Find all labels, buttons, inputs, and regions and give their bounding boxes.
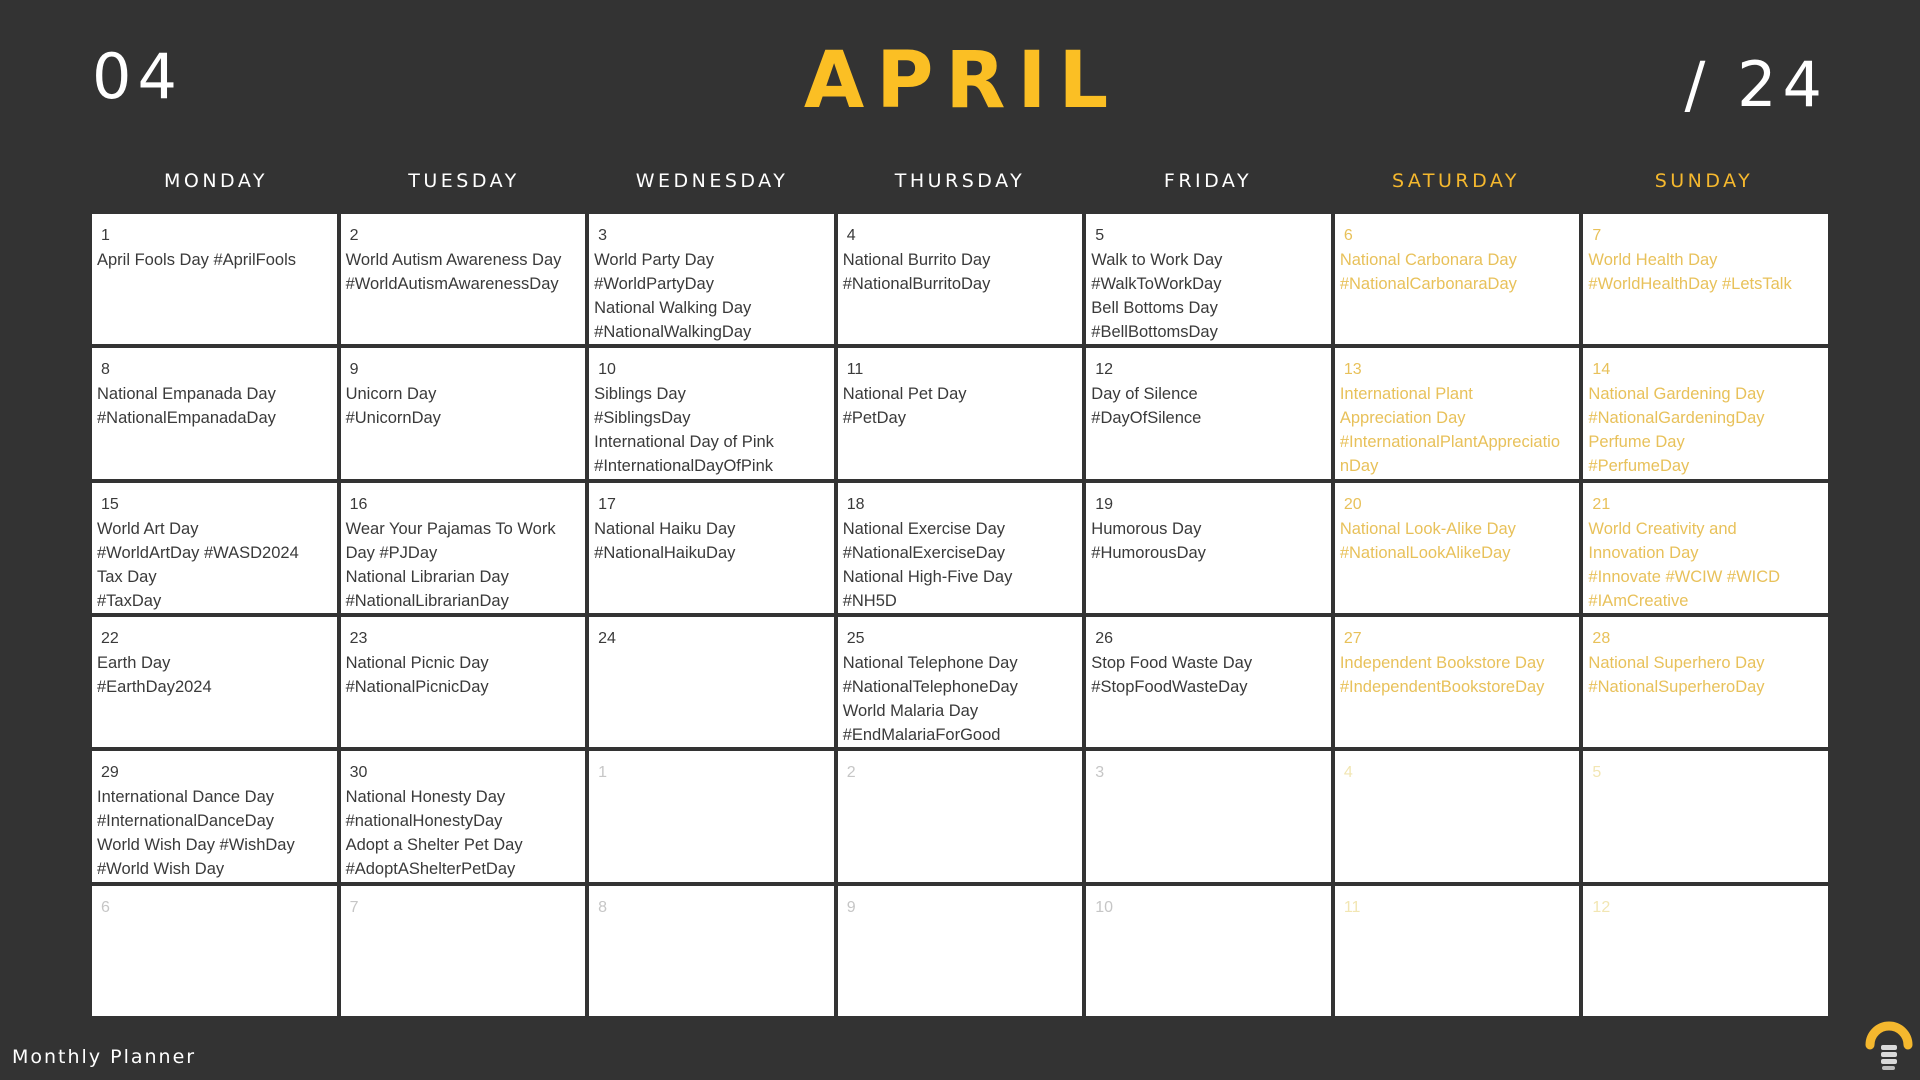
event-text: National Picnic Day xyxy=(345,653,489,672)
calendar-cell-day-6[interactable] xyxy=(1335,214,1580,344)
event-text: National Librarian Day xyxy=(345,567,509,586)
weekday-sunday: SUNDAY xyxy=(1654,170,1754,192)
calendar-cell-day-21[interactable] xyxy=(1583,483,1828,613)
day-number: 18 xyxy=(846,495,865,513)
event-hashtag: #EndMalariaForGood xyxy=(842,725,1001,744)
event-hashtag: #IndependentBookstoreDay xyxy=(1339,677,1545,696)
event-text: National Look-Alike Day xyxy=(1339,519,1516,538)
event-hashtag: #PetDay xyxy=(842,409,906,428)
calendar-cell-day-10[interactable] xyxy=(589,348,834,478)
day-number: 29 xyxy=(101,764,119,782)
calendar-cell-day-7[interactable] xyxy=(1583,214,1828,344)
event-hashtag: #nationalHonestyDay xyxy=(345,812,503,831)
event-hashtag: #IAmCreative xyxy=(1588,591,1689,610)
calendar-cell-day-26[interactable] xyxy=(1086,617,1331,747)
footer-label: Monthly Planner xyxy=(12,1046,197,1068)
event-hashtag: #PerfumeDay xyxy=(1588,457,1690,476)
event-hashtag: #UnicornDay xyxy=(345,409,441,428)
day-number: 5 xyxy=(1592,764,1602,782)
day-number: 6 xyxy=(101,898,110,916)
event-text: April Fools Day #AprilFools xyxy=(97,251,296,269)
day-number: 28 xyxy=(1592,629,1611,647)
event-hashtag: #HumorousDay xyxy=(1091,543,1206,562)
day-number: 6 xyxy=(1343,227,1353,244)
event-text: World Health Day xyxy=(1588,251,1718,269)
calendar-cell-adjacent-month[interactable] xyxy=(589,886,834,1016)
event-hashtag: #NationalHaikuDay xyxy=(594,543,736,562)
day-number: 12 xyxy=(1095,361,1114,379)
day-number: 27 xyxy=(1343,629,1362,647)
event-text: Tax Day xyxy=(97,567,157,586)
event-hashtag: #DayOfSilence xyxy=(1091,409,1202,428)
event-text: Walk to Work Day xyxy=(1091,251,1223,269)
event-text: Day #PJDay xyxy=(345,543,438,562)
event-hashtag: #NH5D xyxy=(842,591,897,610)
weekday-monday: MONDAY xyxy=(164,170,268,192)
calendar-cell-day-1[interactable] xyxy=(92,214,337,344)
event-text: National Pet Day xyxy=(842,385,967,404)
event-text: World Party Day xyxy=(594,251,714,269)
day-number: 25 xyxy=(846,629,865,647)
day-number: 9 xyxy=(846,898,856,916)
day-number: 9 xyxy=(349,361,359,379)
calendar-cell-adjacent-month[interactable] xyxy=(1086,751,1331,881)
event-hashtag: #InternationalDayOfPink xyxy=(594,457,773,476)
day-number: 2 xyxy=(846,764,856,782)
calendar-cell-day-16[interactable] xyxy=(341,483,586,613)
calendar-cell-adjacent-month[interactable] xyxy=(1335,751,1580,881)
day-number: 17 xyxy=(598,495,616,513)
calendar-cell-day-27[interactable] xyxy=(1335,617,1580,747)
event-hashtag: #NationalWalkingDay xyxy=(594,323,752,341)
event-hashtag: #NationalLookAlikeDay xyxy=(1339,543,1511,562)
day-number: 8 xyxy=(598,898,608,916)
day-number: 10 xyxy=(598,361,616,379)
calendar-cell-day-23[interactable] xyxy=(341,617,586,747)
event-hashtag: #Innovate #WCIW #WICD xyxy=(1588,567,1781,586)
calendar-cell-adjacent-month[interactable] xyxy=(1583,886,1828,1016)
calendar-cell-day-18[interactable] xyxy=(838,483,1083,613)
event-text: National Exercise Day xyxy=(842,519,1006,538)
day-number: 30 xyxy=(349,764,368,782)
day-number: 11 xyxy=(1343,898,1361,916)
event-hashtag: #StopFoodWasteDay xyxy=(1091,677,1248,696)
day-number: 1 xyxy=(101,227,110,244)
calendar-cell-adjacent-month[interactable] xyxy=(589,751,834,881)
calendar-grid xyxy=(92,214,1828,1016)
event-hashtag: #InternationalDanceDay xyxy=(97,812,275,831)
event-text: International Day of Pink xyxy=(594,433,774,452)
event-hashtag: #NationalCarbonaraDay xyxy=(1339,275,1517,293)
event-text: Wear Your Pajamas To Work xyxy=(345,519,556,538)
day-number: 16 xyxy=(349,495,368,513)
calendar-cell-adjacent-month[interactable] xyxy=(1086,886,1331,1016)
event-text: World Wish Day #WishDay xyxy=(97,836,295,855)
event-text: World Art Day xyxy=(97,519,199,538)
year-label: / 24 xyxy=(1684,48,1828,121)
event-text: International Plant xyxy=(1339,385,1473,404)
event-text: National Empanada Day xyxy=(97,385,276,404)
lightbulb-icon xyxy=(1862,1015,1916,1075)
calendar-cell-day-19[interactable] xyxy=(1086,483,1331,613)
event-text: National Walking Day xyxy=(594,299,752,317)
event-hashtag: #InternationalPlantAppreciatio xyxy=(1339,433,1560,452)
weekday-thursday: THURSDAY xyxy=(894,170,1026,192)
event-hashtag: #World Wish Day xyxy=(97,860,225,879)
calendar-cell-day-25[interactable] xyxy=(838,617,1083,747)
calendar-cell-day-22[interactable] xyxy=(92,617,337,747)
day-number: 5 xyxy=(1095,227,1105,244)
event-hashtag: #NationalSuperheroDay xyxy=(1588,677,1765,696)
day-number: 21 xyxy=(1592,495,1611,513)
event-hashtag: #NationalPicnicDay xyxy=(345,677,489,696)
event-text: Independent Bookstore Day xyxy=(1339,653,1545,672)
calendar-cell-day-17[interactable] xyxy=(589,483,834,613)
day-number: 23 xyxy=(349,629,368,647)
calendar-cell-adjacent-month[interactable] xyxy=(341,886,586,1016)
day-number: 2 xyxy=(349,227,359,244)
event-text: Stop Food Waste Day xyxy=(1091,653,1253,672)
event-hashtag: #NationalEmpanadaDay xyxy=(97,409,276,428)
calendar-cell-day-4[interactable] xyxy=(838,214,1083,344)
month-number: 04 xyxy=(92,40,183,113)
event-text: World Creativity and xyxy=(1588,519,1737,538)
event-text: National Gardening Day xyxy=(1588,385,1765,404)
event-text: World Autism Awareness Day xyxy=(345,251,562,269)
month-title: APRIL xyxy=(803,36,1121,126)
event-text: Perfume Day xyxy=(1588,433,1685,452)
event-text: Unicorn Day xyxy=(345,385,437,404)
event-text: Innovation Day xyxy=(1588,543,1699,562)
day-number: 24 xyxy=(598,629,616,647)
calendar-cell-day-14[interactable] xyxy=(1583,348,1828,478)
day-number: 12 xyxy=(1592,898,1611,916)
event-text: National Haiku Day xyxy=(594,519,736,538)
event-hashtag: #WalkToWorkDay xyxy=(1091,275,1222,293)
calendar-cell-adjacent-month[interactable] xyxy=(838,751,1083,881)
event-text: International Dance Day xyxy=(97,788,275,807)
event-text: World Malaria Day xyxy=(842,701,979,720)
event-text: National Telephone Day xyxy=(842,653,1018,672)
event-hashtag: #SiblingsDay xyxy=(594,409,691,428)
day-number: 8 xyxy=(101,361,110,379)
event-hashtag: #WorldAutismAwarenessDay xyxy=(345,275,559,293)
day-number: 19 xyxy=(1095,495,1114,513)
calendar-cell-day-13[interactable] xyxy=(1335,348,1580,478)
event-hashtag: #EarthDay2024 xyxy=(97,677,212,696)
calendar-cell-day-8[interactable] xyxy=(92,348,337,478)
day-number: 3 xyxy=(1095,764,1105,782)
event-hashtag: #AdoptAShelterPetDay xyxy=(345,860,516,879)
event-hashtag: #NationalBurritoDay xyxy=(842,275,991,293)
calendar-cell-day-3[interactable] xyxy=(589,214,834,344)
day-number: 3 xyxy=(598,227,608,244)
day-number: 1 xyxy=(598,764,608,782)
day-number: 4 xyxy=(846,227,856,244)
calendar-cell-day-9[interactable] xyxy=(341,348,586,478)
event-text: nDay xyxy=(1339,457,1379,476)
calendar-cell-day-11[interactable] xyxy=(838,348,1083,478)
event-text: National Carbonara Day xyxy=(1339,251,1517,269)
calendar-cell-adjacent-month[interactable] xyxy=(92,886,337,1016)
weekday-wednesday: WEDNESDAY xyxy=(635,170,789,192)
event-hashtag: #WorldArtDay #WASD2024 xyxy=(97,543,299,562)
event-text: National Burrito Day xyxy=(842,251,991,269)
day-number: 22 xyxy=(101,629,119,647)
calendar-cell-day-2[interactable] xyxy=(341,214,586,344)
event-hashtag: #WorldPartyDay xyxy=(594,275,714,293)
day-number: 7 xyxy=(1592,227,1602,244)
event-text: Adopt a Shelter Pet Day xyxy=(345,836,523,855)
calendar-cell-day-12[interactable] xyxy=(1086,348,1331,478)
calendar-cell-adjacent-month[interactable] xyxy=(838,886,1083,1016)
event-hashtag: #NationalGardeningDay xyxy=(1588,409,1765,428)
day-number: 11 xyxy=(846,361,864,379)
event-text: Appreciation Day xyxy=(1339,409,1466,428)
event-hashtag: #TaxDay xyxy=(97,591,162,610)
event-hashtag: #WorldHealthDay #LetsTalk xyxy=(1588,275,1792,293)
weekday-friday: FRIDAY xyxy=(1163,170,1253,192)
event-text: Day of Silence xyxy=(1091,385,1198,404)
event-text: Earth Day xyxy=(97,653,171,672)
event-hashtag: #NationalTelephoneDay xyxy=(842,677,1018,696)
event-text: National Superhero Day xyxy=(1588,653,1765,672)
weekday-header-row xyxy=(92,170,1828,192)
day-number: 7 xyxy=(349,898,359,916)
weekday-tuesday: TUESDAY xyxy=(408,170,520,192)
event-hashtag: #NationalLibrarianDay xyxy=(345,591,509,610)
event-text: Humorous Day xyxy=(1091,519,1202,538)
day-number: 14 xyxy=(1592,361,1611,379)
day-number: 13 xyxy=(1343,361,1362,379)
day-number: 10 xyxy=(1095,898,1114,916)
event-text: National Honesty Day xyxy=(345,788,506,807)
calendar-cell-day-5[interactable] xyxy=(1086,214,1331,344)
event-text: Siblings Day xyxy=(594,385,686,404)
calendar-cell-adjacent-month[interactable] xyxy=(1583,751,1828,881)
calendar-cell-day-29[interactable] xyxy=(92,751,337,881)
weekday-saturday: SATURDAY xyxy=(1391,170,1521,192)
event-text: National High-Five Day xyxy=(842,567,1013,586)
day-number: 26 xyxy=(1095,629,1114,647)
day-number: 4 xyxy=(1343,764,1353,782)
calendar-cell-day-24[interactable] xyxy=(589,617,834,747)
event-hashtag: #NationalExerciseDay xyxy=(842,543,1006,562)
calendar-cell-day-28[interactable] xyxy=(1583,617,1828,747)
day-number: 20 xyxy=(1343,495,1362,513)
event-hashtag: #BellBottomsDay xyxy=(1091,323,1218,341)
day-number: 15 xyxy=(101,495,119,513)
calendar-cell-day-20[interactable] xyxy=(1335,483,1580,613)
calendar-cell-adjacent-month[interactable] xyxy=(1335,886,1580,1016)
calendar-cell-day-15[interactable] xyxy=(92,483,337,613)
calendar-cell-day-30[interactable] xyxy=(341,751,586,881)
event-text: Bell Bottoms Day xyxy=(1091,299,1218,317)
